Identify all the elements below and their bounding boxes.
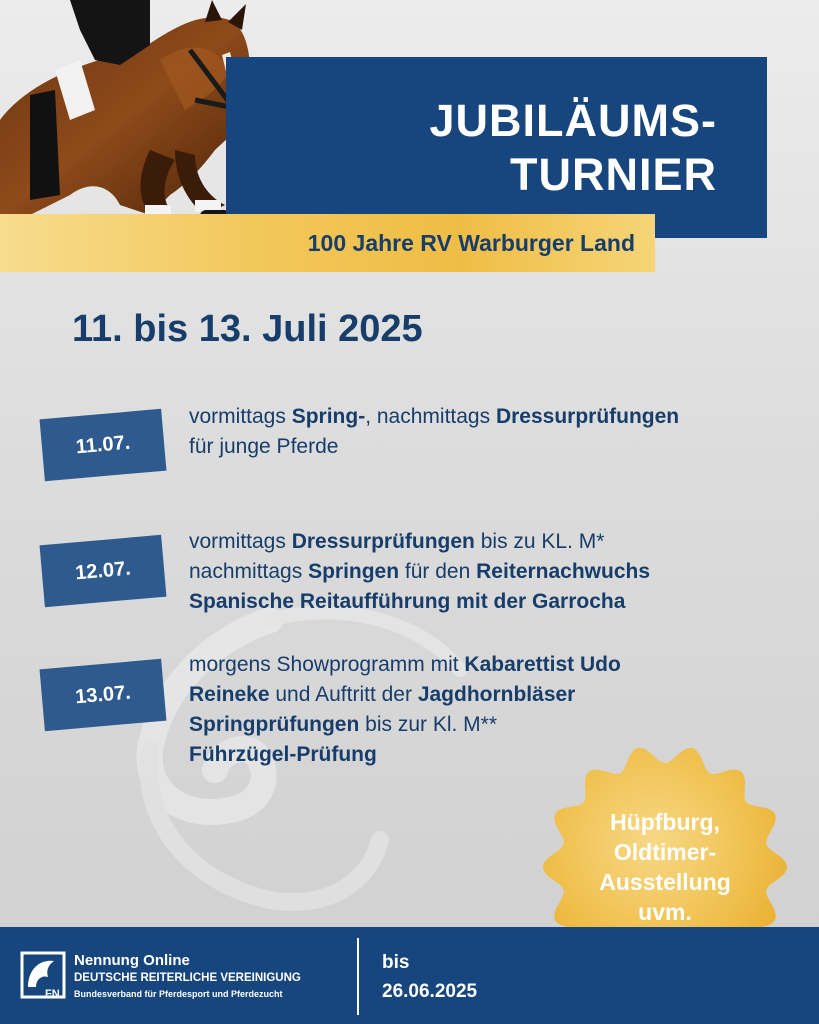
- schedule-line: [189, 650, 621, 680]
- plain-text: und Auftritt der: [269, 683, 418, 706]
- footer-organization: DEUTSCHE REITERLICHE VEREINIGUNG: [74, 972, 301, 984]
- highlight-text: Reineke: [189, 683, 270, 706]
- footer-title: Nennung Online: [74, 952, 190, 969]
- highlight-text: Dressurprüfungen: [291, 530, 475, 553]
- title-line-2: TURNIER: [510, 148, 717, 200]
- plain-text: vormittags: [189, 530, 292, 553]
- day-badge-2: 12.07.: [40, 535, 167, 607]
- fn-logo-text: FN: [45, 988, 60, 1000]
- seal-line-1: Hüpfburg,: [610, 809, 720, 835]
- plain-text: bis zu KL. M*: [474, 530, 605, 553]
- plain-text: vormittags: [189, 405, 292, 428]
- day-2-description: [189, 527, 650, 617]
- schedule-line: [189, 527, 650, 557]
- title-line-1: JUBILÄUMS-: [429, 94, 717, 146]
- highlight-text: Springen: [308, 560, 400, 583]
- footer-divider: [357, 938, 359, 1015]
- highlight-text: Jagdhornbläser: [417, 683, 576, 706]
- day-1-description: [189, 402, 679, 462]
- plain-text: nachmittags: [189, 560, 309, 583]
- day-badge-1: 11.07.: [40, 409, 167, 481]
- schedule-line: [189, 680, 621, 710]
- highlight-text: Spring-: [291, 405, 366, 428]
- highlight-text: Führzügel-Prüfung: [189, 743, 377, 766]
- plain-text: bis zur Kl. M**: [359, 713, 498, 736]
- highlight-text: Spanische Reitaufführung mit der Garrocha: [189, 590, 626, 613]
- schedule-line: [189, 432, 679, 462]
- schedule-line: [189, 557, 650, 587]
- seal-line-3: Ausstellung: [599, 869, 731, 895]
- footer-subtitle: Bundesverband für Pferdesport und Pferdezucht: [74, 989, 283, 999]
- schedule-line: [189, 587, 650, 617]
- jumping-horse-image: [0, 0, 262, 245]
- schedule-line: [189, 402, 679, 432]
- highlight-text: Reiternachwuchs: [476, 560, 651, 583]
- date-range: 11. bis 13. Juli 2025: [72, 308, 423, 350]
- deadline-date: 26.06.2025: [382, 981, 478, 1002]
- seal-line-4: uvm.: [638, 899, 692, 925]
- deadline-label: bis: [382, 952, 410, 973]
- subtitle: 100 Jahre RV Warburger Land: [307, 229, 635, 256]
- seal-line-2: Oldtimer-: [613, 839, 717, 865]
- day-badge-3: 13.07.: [40, 659, 167, 731]
- fn-logo-icon: [18, 947, 68, 1003]
- highlight-text: Dressurprüfungen: [495, 405, 680, 428]
- highlight-text: Springprüfungen: [189, 713, 360, 736]
- plain-text: für junge Pferde: [189, 435, 339, 458]
- highlight-text: Kabarettist Udo: [464, 653, 621, 676]
- subtitle-banner: [0, 214, 655, 272]
- event-title: [226, 57, 767, 238]
- plain-text: für den: [399, 560, 477, 583]
- plain-text: , nachmittags: [365, 405, 496, 428]
- plain-text: morgens Showprogramm mit: [189, 653, 465, 676]
